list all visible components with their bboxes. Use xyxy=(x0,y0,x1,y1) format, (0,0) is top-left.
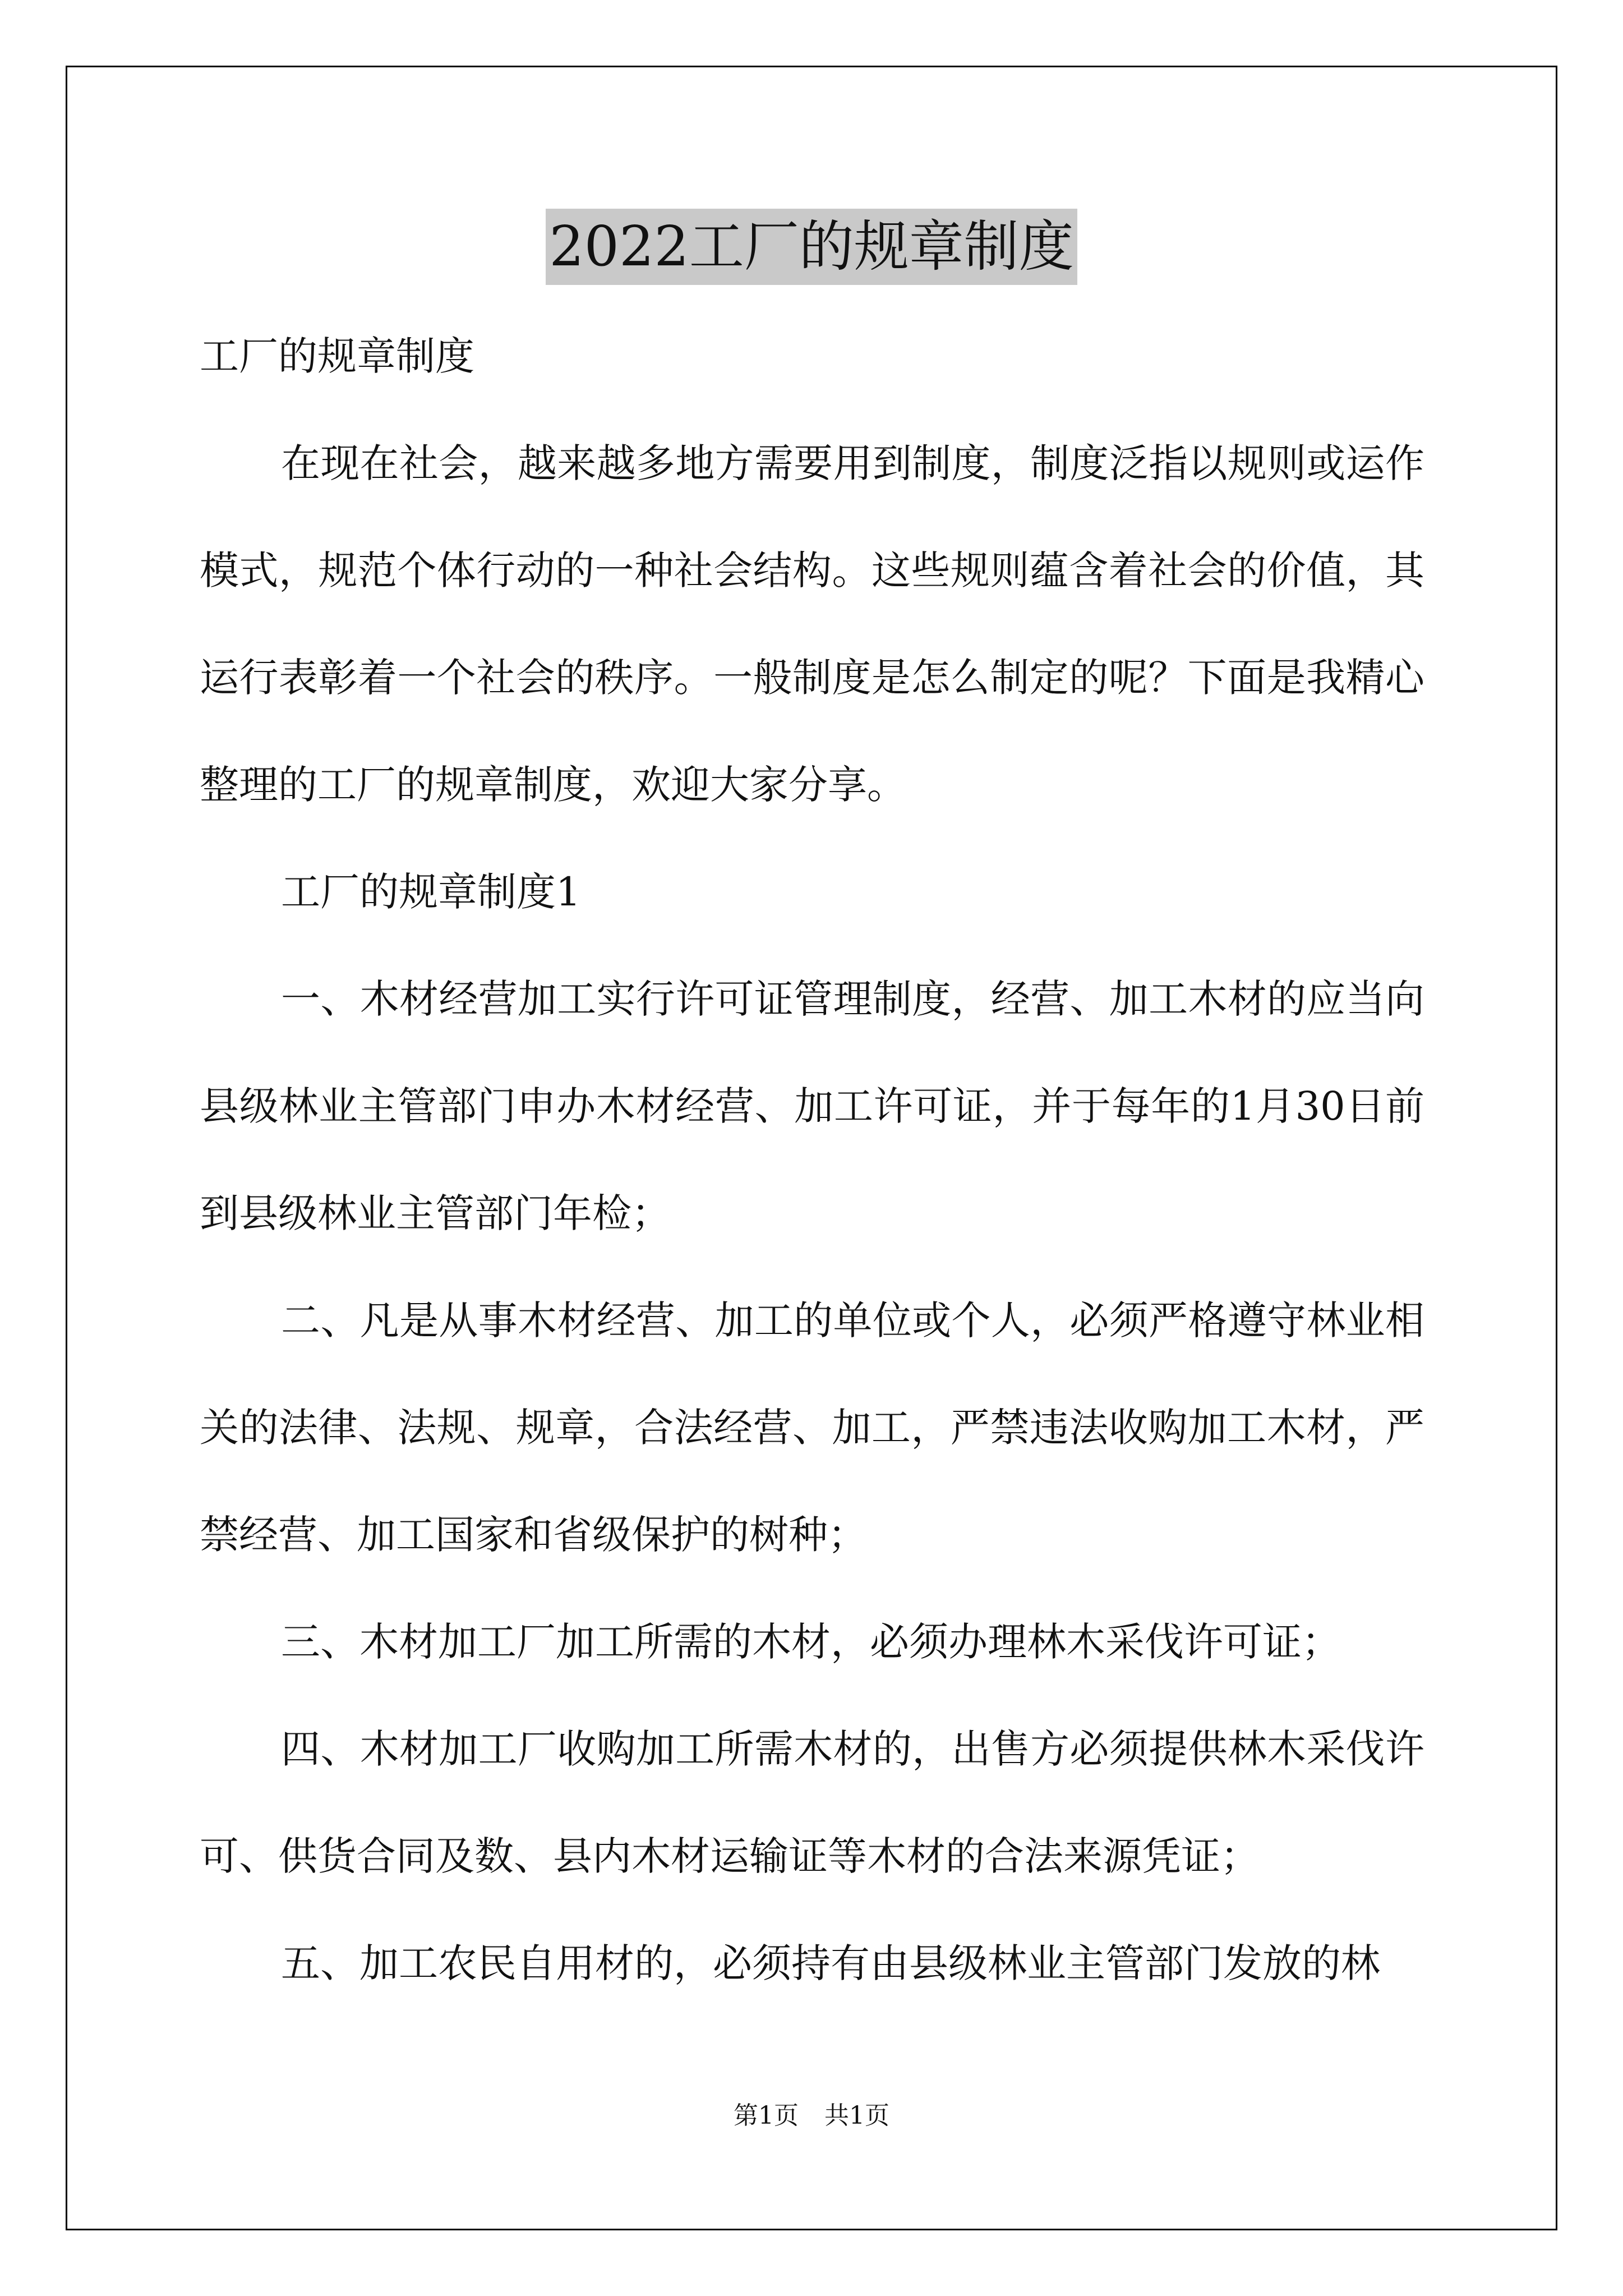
subsection-heading: 工厂的规章制度1 xyxy=(281,869,581,915)
rule-paragraph-2: 二、凡是从事木材经营、加工的单位或个人，必须严格遵守林业相关的法律、法规、规章，合法经营、加工，严禁违法收购加工木材，严禁经营、加工国家和省级保护的树种； xyxy=(200,1297,1424,1558)
page-footer xyxy=(0,2095,1623,2131)
section-heading: 工厂的规章制度 xyxy=(200,333,474,379)
rule-paragraph-3: 三、木材加工厂加工所需的木材，必须办理林木采伐许可证； xyxy=(281,1619,1341,1665)
page-total: 共1页 xyxy=(824,2101,889,2130)
rule-paragraph-4: 四、木材加工厂收购加工所需木材的，出售方必须提供林木采伐许可、供货合同及数、县内木材运输证等木材的合法来源凭证； xyxy=(200,1726,1424,1879)
rule-paragraph-1: 一、木材经营加工实行许可证管理制度，经营、加工木材的应当向县级林业主管部门申办木材经营、加工许可证，并于每年的1月30日前到县级林业主管部门年检； xyxy=(200,976,1424,1236)
document-body xyxy=(200,303,1424,2017)
page-number: 第1页 xyxy=(734,2101,799,2130)
title-area xyxy=(0,209,1623,285)
rule-paragraph-5: 五、加工农民自用材的，必须持有由县级林业主管部门发放的林 xyxy=(281,1940,1380,1986)
document-title: 2022工厂的规章制度 xyxy=(546,209,1077,285)
intro-paragraph: 在现在社会，越来越多地方需要用到制度，制度泛指以规则或运作模式，规范个体行动的一种社会结构。这些规则蕴含着社会的价值，其运行表彰着一个社会的秩序。一般制度是怎么制定的呢？下面是我精心整理的工厂的规章制度，欢迎大家分享。 xyxy=(200,440,1424,808)
